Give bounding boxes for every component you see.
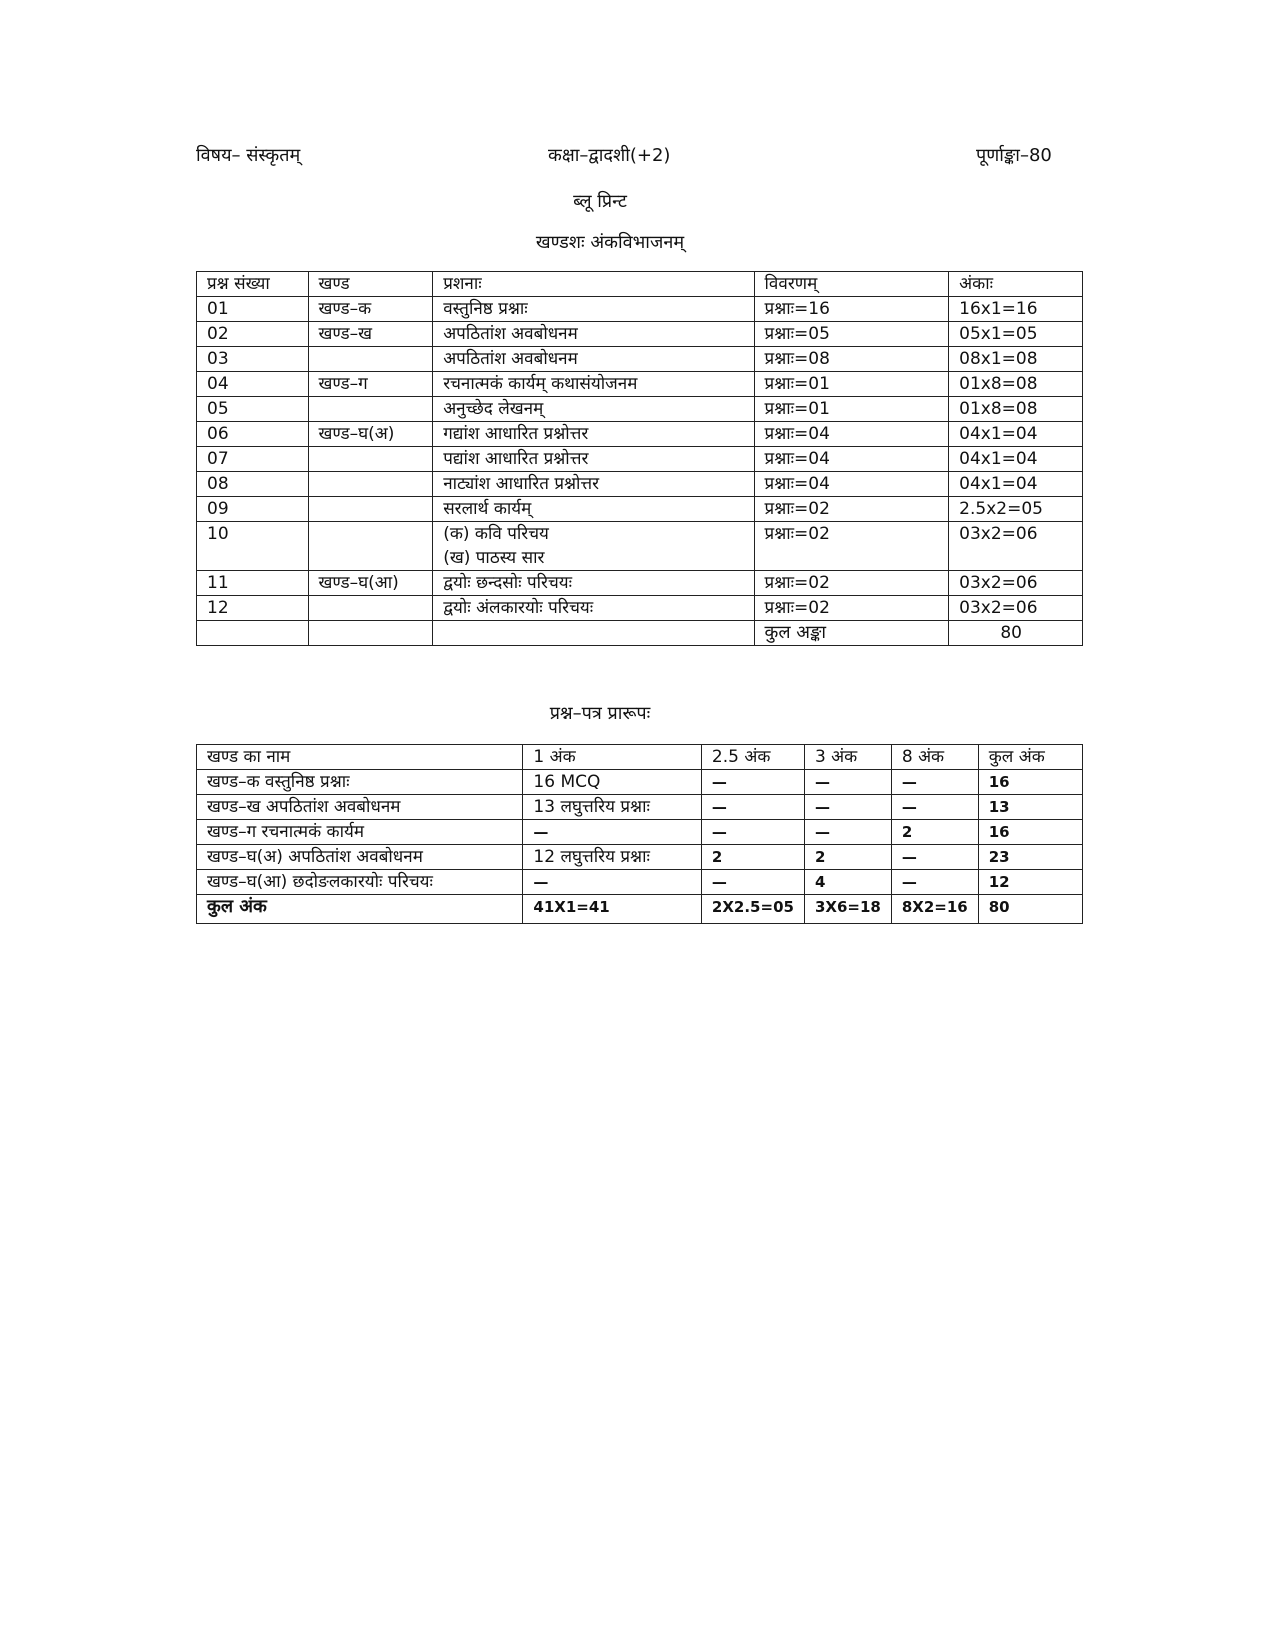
marks-cell: 03x2=06 [949,522,1083,571]
section-cell [308,447,433,472]
marks-cell: 04x1=04 [949,447,1083,472]
marks-cell: 05x1=05 [949,322,1083,347]
question-detail: प्रश्नाः=16 [754,297,949,322]
three-mark-cell: 2 [804,845,891,870]
marks-cell: 01x8=08 [949,372,1083,397]
question-type: अनुच्छेद लेखनम् [433,397,754,422]
table-row [197,497,1083,522]
section-name: खण्ड–घ(आ) छदोङलकारयोः परिचयः [197,870,523,895]
table-row [197,472,1083,497]
table-row [197,422,1083,447]
section-cell: खण्ड–ख [308,322,433,347]
question-type: द्वयोः छन्दसोः परिचयः [433,571,754,596]
eight-mark-cell: — [891,870,978,895]
two-point-five-mark-cell: — [701,870,804,895]
header-cell: खण्ड का नाम [197,745,523,770]
question-type: द्वयोः अंलकारयोः परिचयः [433,596,754,621]
question-number: 06 [197,422,309,447]
question-type: अपठितांश अवबोधनम [433,347,754,372]
table-row [197,795,1083,820]
section-cell [308,397,433,422]
header-cell: खण्ड [308,272,433,297]
question-number: 03 [197,347,309,372]
three-mark-total: 3X6=18 [804,895,891,924]
question-type-a: (क) कवि परिचय [443,524,549,544]
question-type: रचनात्मकं कार्यम् कथासंयोजनम [433,372,754,397]
question-detail: प्रश्नाः=04 [754,422,949,447]
subject-label: विषय– संस्कृतम् [196,145,301,166]
grand-total: 80 [978,895,1082,924]
section-cell [308,522,433,571]
one-mark-cell: — [523,820,702,845]
table-row [197,372,1083,397]
marks-cell: 16x1=16 [949,297,1083,322]
marks-cell: 01x8=08 [949,397,1083,422]
question-number: 04 [197,372,309,397]
three-mark-cell: — [804,770,891,795]
empty-cell [197,621,309,646]
total-marks-cell: 16 [978,770,1082,795]
total-marks-cell: 12 [978,870,1082,895]
question-type: सरलार्थ कार्यम् [433,497,754,522]
table-row [197,820,1083,845]
question-number: 01 [197,297,309,322]
paper-format-table [196,744,1083,924]
question-detail: प्रश्नाः=05 [754,322,949,347]
question-detail: प्रश्नाः=02 [754,571,949,596]
question-detail: प्रश्नाः=01 [754,397,949,422]
table-row [197,347,1083,372]
total-marks-cell: 16 [978,820,1082,845]
eight-mark-cell: — [891,770,978,795]
class-label: कक्षा–द्वादशी(+2) [548,145,671,166]
question-detail: प्रश्नाः=04 [754,472,949,497]
section-name: खण्ड–ग रचनात्मकं कार्यम [197,820,523,845]
question-detail: प्रश्नाः=01 [754,372,949,397]
question-type-b: (ख) पाठस्य सार [443,548,545,568]
empty-cell [308,621,433,646]
marks-cell: 03x2=06 [949,596,1083,621]
question-type: वस्तुनिष्ठ प्रश्नाः [433,297,754,322]
table-header-row [197,745,1083,770]
table-row [197,397,1083,422]
section-cell: खण्ड–घ(आ) [308,571,433,596]
two-point-five-mark-total: 2X2.5=05 [701,895,804,924]
eight-mark-cell: — [891,795,978,820]
marks-cell: 04x1=04 [949,422,1083,447]
section-name: खण्ड–घ(अ) अपठितांश अवबोधनम [197,845,523,870]
table-row [197,845,1083,870]
question-number: 07 [197,447,309,472]
question-detail: प्रश्नाः=02 [754,596,949,621]
eight-mark-total: 8X2=16 [891,895,978,924]
header-cell: 2.5 अंक [701,745,804,770]
table-row [197,297,1083,322]
one-mark-cell: — [523,870,702,895]
table-row [197,322,1083,347]
section-name: खण्ड–क वस्तुनिष्ठ प्रश्नाः [197,770,523,795]
table-row [197,522,1083,571]
marks-cell: 03x2=06 [949,571,1083,596]
table-row [197,870,1083,895]
total-row [197,621,1083,646]
header-cell: 3 अंक [804,745,891,770]
question-type [433,522,754,571]
section-cell: खण्ड–घ(अ) [308,422,433,447]
question-type: नाट्यांश आधारित प्रश्नोत्तर [433,472,754,497]
table-row [197,571,1083,596]
full-marks-label: पूर्णाङ्का–80 [976,145,1052,166]
three-mark-cell: — [804,820,891,845]
question-detail: प्रश्नाः=02 [754,497,949,522]
header-cell: प्रशनाः [433,272,754,297]
header-cell: 1 अंक [523,745,702,770]
total-label: कुल अङ्का [754,621,949,646]
question-number: 09 [197,497,309,522]
table-row [197,770,1083,795]
question-number: 05 [197,397,309,422]
section-cell [308,472,433,497]
two-point-five-mark-cell: — [701,795,804,820]
section-name: खण्ड–ख अपठितांश अवबोधनम [197,795,523,820]
question-number: 08 [197,472,309,497]
header-cell: 8 अंक [891,745,978,770]
header-cell: प्रश्न संख्या [197,272,309,297]
section-cell [308,497,433,522]
header-cell: कुल अंक [978,745,1082,770]
question-type: पद्यांश आधारित प्रश्नोत्तर [433,447,754,472]
two-point-five-mark-cell: — [701,770,804,795]
marks-distribution-table [196,271,1083,646]
two-point-five-mark-cell: 2 [701,845,804,870]
eight-mark-cell: — [891,845,978,870]
total-marks-cell: 13 [978,795,1082,820]
question-detail: प्रश्नाः=02 [754,522,949,571]
section-cell [308,347,433,372]
question-number: 12 [197,596,309,621]
two-point-five-mark-cell: — [701,820,804,845]
total-marks-cell: 23 [978,845,1082,870]
three-mark-cell: 4 [804,870,891,895]
question-number: 10 [197,522,309,571]
total-label: कुल अंक [197,895,523,924]
total-row [197,895,1083,924]
question-detail: प्रश्नाः=08 [754,347,949,372]
section-cell [308,596,433,621]
empty-cell [433,621,754,646]
section-cell: खण्ड–क [308,297,433,322]
marks-cell: 04x1=04 [949,472,1083,497]
one-mark-total: 41X1=41 [523,895,702,924]
one-mark-cell: 16 MCQ [523,770,702,795]
section-cell: खण्ड–ग [308,372,433,397]
total-value: 80 [949,621,1083,646]
header-cell: विवरणम् [754,272,949,297]
table-header-row [197,272,1083,297]
table-row [197,596,1083,621]
paper-format-title: प्रश्न–पत्र प्रारूपः [549,703,651,724]
one-mark-cell: 13 लघुत्तरिय प्रश्नाः [523,795,702,820]
question-type: गद्यांश आधारित प्रश्नोत्तर [433,422,754,447]
question-number: 02 [197,322,309,347]
blueprint-title: ब्लू प्रिन्ट [573,191,627,212]
question-type: अपठितांश अवबोधनम [433,322,754,347]
marks-cell: 2.5x2=05 [949,497,1083,522]
marks-cell: 08x1=08 [949,347,1083,372]
question-detail: प्रश्नाः=04 [754,447,949,472]
section-title: खण्डशः अंकविभाजनम् [535,232,685,253]
eight-mark-cell: 2 [891,820,978,845]
one-mark-cell: 12 लघुत्तरिय प्रश्नाः [523,845,702,870]
question-number: 11 [197,571,309,596]
table-row [197,447,1083,472]
three-mark-cell: — [804,795,891,820]
header-cell: अंकाः [949,272,1083,297]
